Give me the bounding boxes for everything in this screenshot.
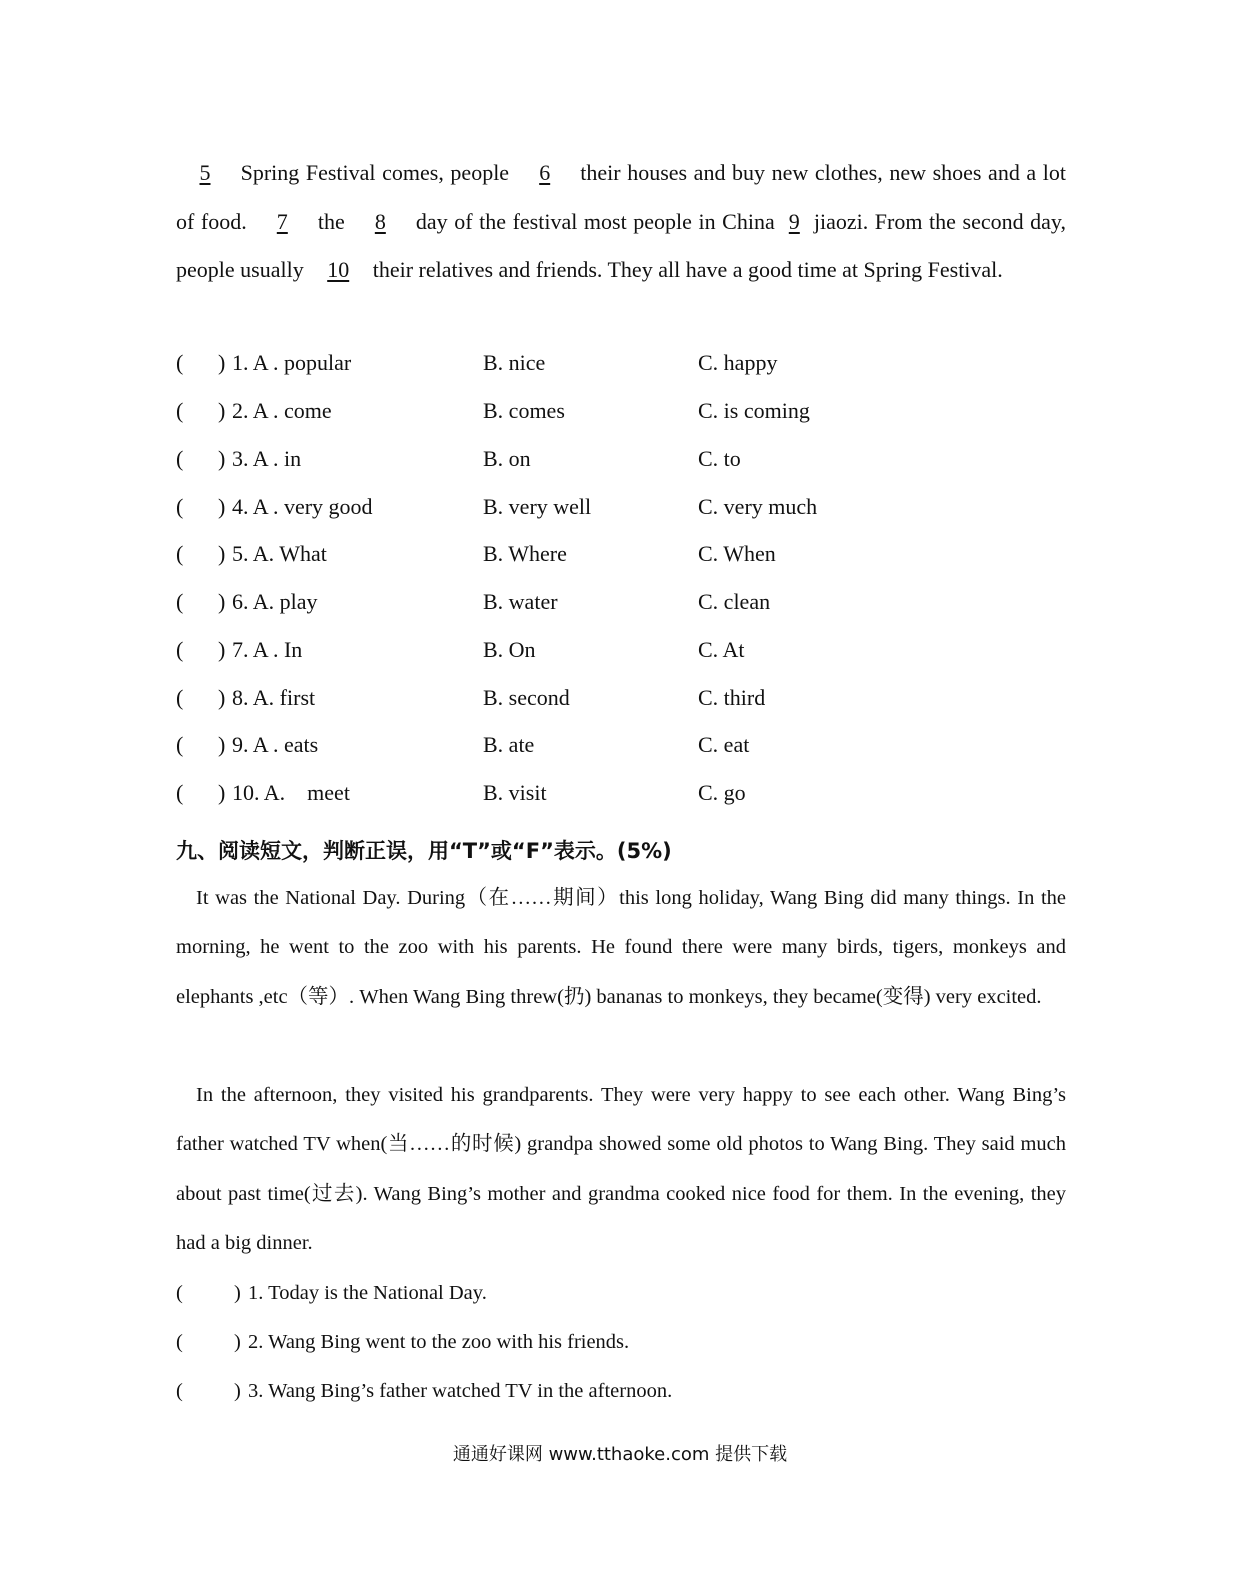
option-c: C. At xyxy=(698,637,745,662)
blank-6: 6 xyxy=(539,160,551,185)
option-a: 7. A . In xyxy=(232,637,303,662)
footer-source: 通通好课网 www.tthaoke.com 提供下载 xyxy=(452,1444,788,1465)
tf-question xyxy=(176,1327,630,1357)
choice-row xyxy=(176,492,1076,540)
answer-paren-left: ( xyxy=(176,350,184,375)
option-c: C. third xyxy=(698,685,766,710)
option-c: C. go xyxy=(698,780,746,805)
option-c: C. very much xyxy=(698,494,818,519)
answer-paren-right: ) xyxy=(218,398,226,423)
section-heading: 九、阅读短文，判断正误，用“T”或“F”表示。(5%) xyxy=(176,839,672,863)
option-a: 1. A . popular xyxy=(232,350,352,375)
tf-question xyxy=(176,1278,487,1308)
option-c: C. eat xyxy=(698,732,750,757)
answer-paren-left: ( xyxy=(176,494,184,519)
option-b: B. water xyxy=(483,589,558,614)
answer-paren-left: ( xyxy=(176,780,184,805)
choice-row xyxy=(176,778,1076,826)
choice-row xyxy=(176,683,1076,731)
blank-8: 8 xyxy=(374,208,386,234)
option-a: 8. A. first xyxy=(232,685,316,710)
option-b: B. comes xyxy=(483,398,565,423)
reading-text: In the afternoon, they visited his grandparents. They were very happy to see each other. Wang Bing’s father watched TV when(当……的时候) grandpa showed some old photos to Wang Bing. They said much about past time(过去). Wang Bing’s mother and grandma cooked nice food for them. In the evening, they had a big dinner. xyxy=(176,1084,1066,1254)
answer-paren-left: ( xyxy=(176,732,184,757)
answer-paren-right: ) xyxy=(218,494,226,519)
reading-text: It was the National Day. During（在……期间）this long holiday, Wang Bing did many things. In the morning, he went to the zoo with his parents. He found there were many birds, tigers, monkeys and elephants ,etc（等）. When Wang Bing threw(扔) bananas to monkeys, they became(变得) very excited. xyxy=(176,887,1066,1008)
passage-text: the xyxy=(311,208,352,234)
choice-row xyxy=(176,635,1076,683)
answer-paren-right: ) xyxy=(218,541,226,566)
answer-paren-right: ) xyxy=(218,685,226,710)
blank-9: 9 xyxy=(788,208,800,234)
option-a: 5. A. What xyxy=(232,541,327,566)
option-c: C. to xyxy=(698,446,741,471)
reading-paragraph xyxy=(176,1071,1066,1268)
option-b: B. Where xyxy=(483,541,567,566)
option-b: B. on xyxy=(483,446,531,471)
blank-7: 7 xyxy=(276,208,288,234)
answer-paren-right: ) xyxy=(218,446,226,471)
passage-text: their relatives and friends. They all have a good time at Spring Festival. xyxy=(367,257,1003,282)
answer-paren-right: ) xyxy=(234,1380,241,1402)
option-a: 4. A . very good xyxy=(232,494,373,519)
choice-row xyxy=(176,444,1076,492)
option-b: B. second xyxy=(483,685,570,710)
question-text: 3. Wang Bing’s father watched TV in the afternoon. xyxy=(248,1380,673,1402)
option-a: 3. A . in xyxy=(232,446,302,471)
choice-row xyxy=(176,396,1076,444)
option-a: 6. A. play xyxy=(232,589,318,614)
blank-10: 10 xyxy=(327,257,350,282)
choice-row xyxy=(176,730,1076,778)
option-b: B. visit xyxy=(483,780,547,805)
reading-paragraph xyxy=(176,874,1066,1022)
answer-paren-left: ( xyxy=(176,446,184,471)
question-text: 1. Today is the National Day. xyxy=(248,1282,487,1304)
passage-text: their houses and buy new clothes, new shoes and a lot of food. xyxy=(176,160,1067,234)
option-c: C. clean xyxy=(698,589,771,614)
option-b: B. very well xyxy=(483,494,592,519)
option-a: 10. A. meet xyxy=(232,780,350,805)
answer-paren-left: ( xyxy=(176,589,184,614)
choice-row xyxy=(176,539,1076,587)
option-a: 9. A . eats xyxy=(232,732,319,757)
choice-row xyxy=(176,587,1076,635)
option-c: C. is coming xyxy=(698,398,810,423)
answer-paren-left: ( xyxy=(176,1331,183,1353)
answer-paren-right: ) xyxy=(218,350,226,375)
answer-paren-right: ) xyxy=(234,1331,241,1353)
answer-paren-left: ( xyxy=(176,541,184,566)
option-b: B. ate xyxy=(483,732,535,757)
choice-row xyxy=(176,348,1076,396)
answer-paren-right: ) xyxy=(218,780,226,805)
option-c: C. When xyxy=(698,541,776,566)
passage-text: jiaozi. From the second day, people usually xyxy=(176,208,1067,282)
passage-text: Spring Festival comes, people xyxy=(234,160,516,185)
option-a: 2. A . come xyxy=(232,398,332,423)
question-text: 2. Wang Bing went to the zoo with his friends. xyxy=(248,1331,630,1353)
answer-paren-left: ( xyxy=(176,1380,183,1402)
answer-paren-right: ) xyxy=(218,637,226,662)
tf-question xyxy=(176,1376,673,1406)
answer-paren-right: ) xyxy=(218,732,226,757)
cloze-passage xyxy=(176,149,1066,295)
answer-paren-right: ) xyxy=(218,589,226,614)
answer-paren-left: ( xyxy=(176,637,184,662)
blank-5: 5 xyxy=(199,160,211,185)
answer-paren-right: ) xyxy=(234,1282,241,1304)
answer-paren-left: ( xyxy=(176,1282,183,1304)
passage-text: day of the festival most people in China xyxy=(409,208,782,234)
option-b: B. On xyxy=(483,637,536,662)
answer-paren-left: ( xyxy=(176,398,184,423)
option-b: B. nice xyxy=(483,350,546,375)
option-c: C. happy xyxy=(698,350,778,375)
answer-paren-left: ( xyxy=(176,685,184,710)
